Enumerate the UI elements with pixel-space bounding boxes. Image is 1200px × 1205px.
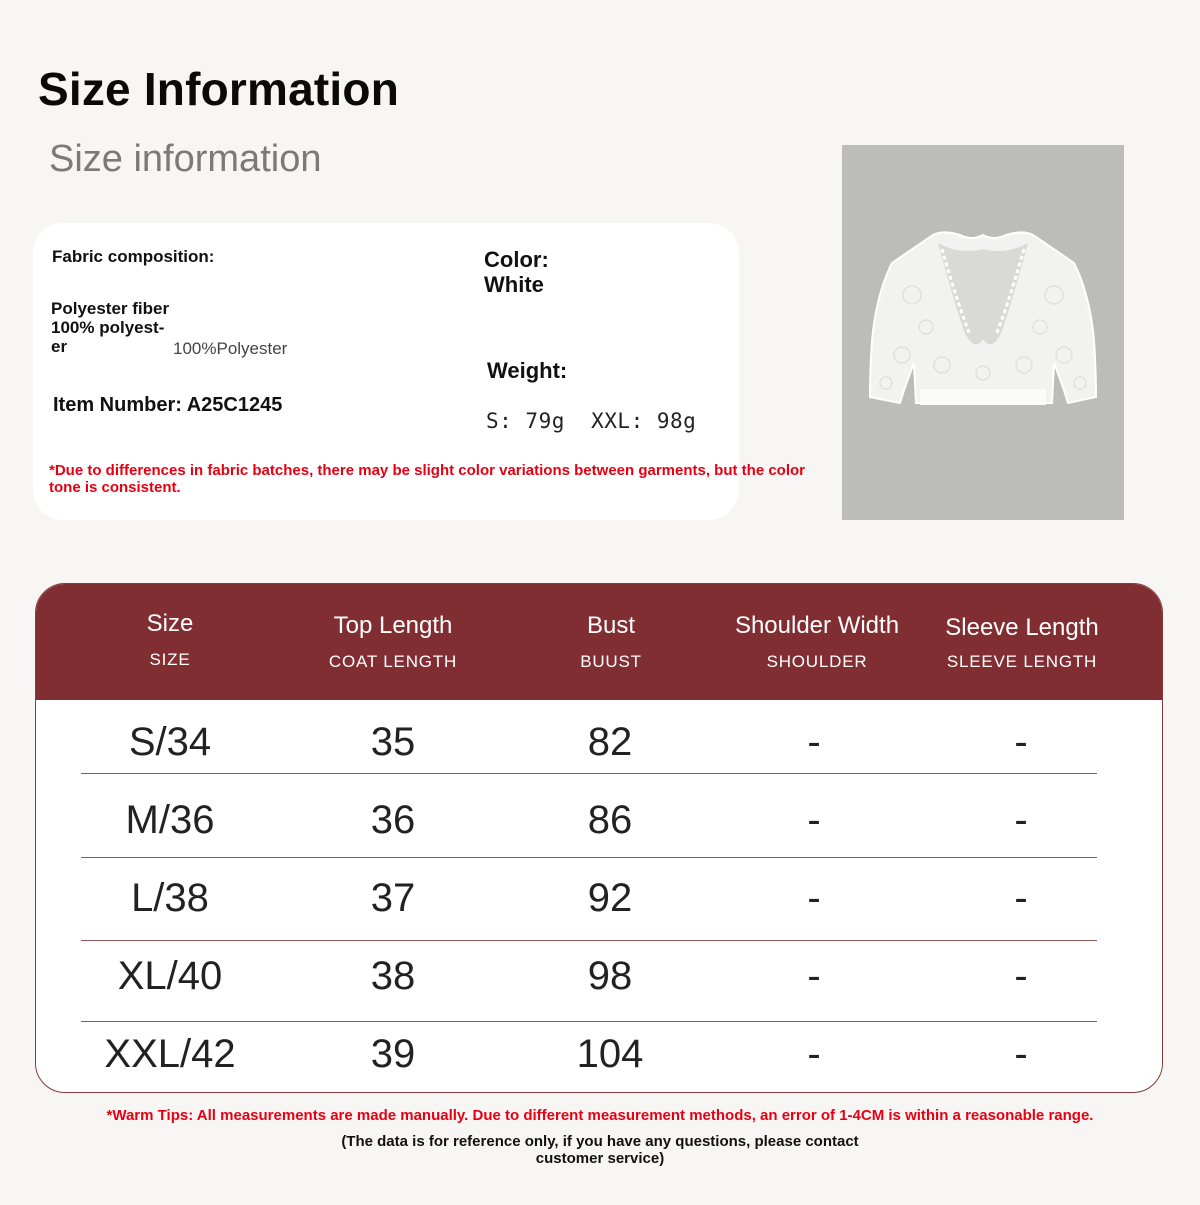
table-cell: - <box>1014 954 1028 998</box>
table-cell: S/34 <box>128 720 212 764</box>
column-header-top-length <box>283 612 503 672</box>
table-cell: - <box>807 876 821 920</box>
page-title: Size Information <box>38 63 400 115</box>
warm-tip-note: *Warm Tips: All measurements are made manually. Due to different measurement methods, an error of 1-4CM is within a reasonable range. <box>106 1107 1094 1124</box>
table-cell: M/36 <box>125 798 215 842</box>
table-cell: XL/40 <box>117 954 223 998</box>
table-row <box>36 1032 1162 1093</box>
table-cell: 82 <box>587 720 633 764</box>
page-subtitle: Size information <box>49 138 322 180</box>
row-divider <box>81 773 1097 774</box>
table-cell: - <box>1014 1032 1028 1076</box>
weight-value: S: 79g XXL: 98g <box>486 409 697 433</box>
column-title: Sleeve Length <box>945 614 1099 641</box>
table-row <box>36 876 1162 954</box>
table-cell: 98 <box>587 954 633 998</box>
weight-label: Weight: <box>487 358 568 383</box>
column-header-size <box>60 610 280 670</box>
lace-crop-top-image <box>842 145 1124 520</box>
table-cell: 37 <box>370 876 416 920</box>
column-subtitle: SLEEVE LENGTH <box>946 652 1098 671</box>
column-header-sleeve-length <box>912 614 1132 672</box>
fabric-english: 100%Polyester <box>173 339 288 358</box>
column-title: Top Length <box>333 612 453 639</box>
item-number: Item Number: A25C1245 <box>53 394 283 416</box>
color-block <box>484 247 549 297</box>
color-value: White <box>484 272 544 297</box>
column-header-bust <box>501 612 721 672</box>
column-title: Bust <box>586 612 636 639</box>
reference-note: (The data is for reference only, if you have any questions, please contact customer service) <box>341 1133 859 1167</box>
column-subtitle: SIZE <box>149 650 191 669</box>
column-title: Shoulder Width <box>734 612 900 639</box>
table-cell: - <box>807 720 821 764</box>
row-divider <box>81 940 1097 941</box>
column-header-shoulder-width <box>707 612 927 672</box>
table-cell: - <box>1014 798 1028 842</box>
fabric-text: Polyester fiber 100% polyest-er <box>51 299 170 356</box>
product-photo <box>842 145 1124 520</box>
row-divider <box>81 857 1097 858</box>
table-cell: - <box>807 954 821 998</box>
table-cell: - <box>1014 876 1028 920</box>
table-cell: 86 <box>587 798 633 842</box>
color-variation-note: *Due to differences in fabric batches, there may be slight color variations between garments, but the color tone is consistent. <box>49 462 806 496</box>
table-row <box>36 798 1162 876</box>
table-cell: 39 <box>370 1032 416 1076</box>
column-subtitle: COAT LENGTH <box>328 652 458 671</box>
table-cell: - <box>807 1032 821 1076</box>
table-header <box>36 584 1162 700</box>
fabric-label: Fabric composition: <box>52 247 215 266</box>
column-title: Size <box>146 610 194 637</box>
color-label: Color: <box>484 247 549 272</box>
table-cell: L/38 <box>131 876 209 920</box>
table-cell: 36 <box>370 798 416 842</box>
table-cell: - <box>807 798 821 842</box>
row-divider <box>81 1021 1097 1022</box>
column-subtitle: BUUST <box>580 652 642 671</box>
table-row <box>36 720 1162 798</box>
table-cell: 104 <box>576 1032 644 1076</box>
column-subtitle: SHOULDER <box>766 652 868 671</box>
size-table <box>35 583 1163 1093</box>
table-cell: 92 <box>587 876 633 920</box>
table-cell: 35 <box>370 720 416 764</box>
table-cell: XXL/42 <box>104 1032 236 1076</box>
table-cell: 38 <box>370 954 416 998</box>
table-cell: - <box>1014 720 1028 764</box>
